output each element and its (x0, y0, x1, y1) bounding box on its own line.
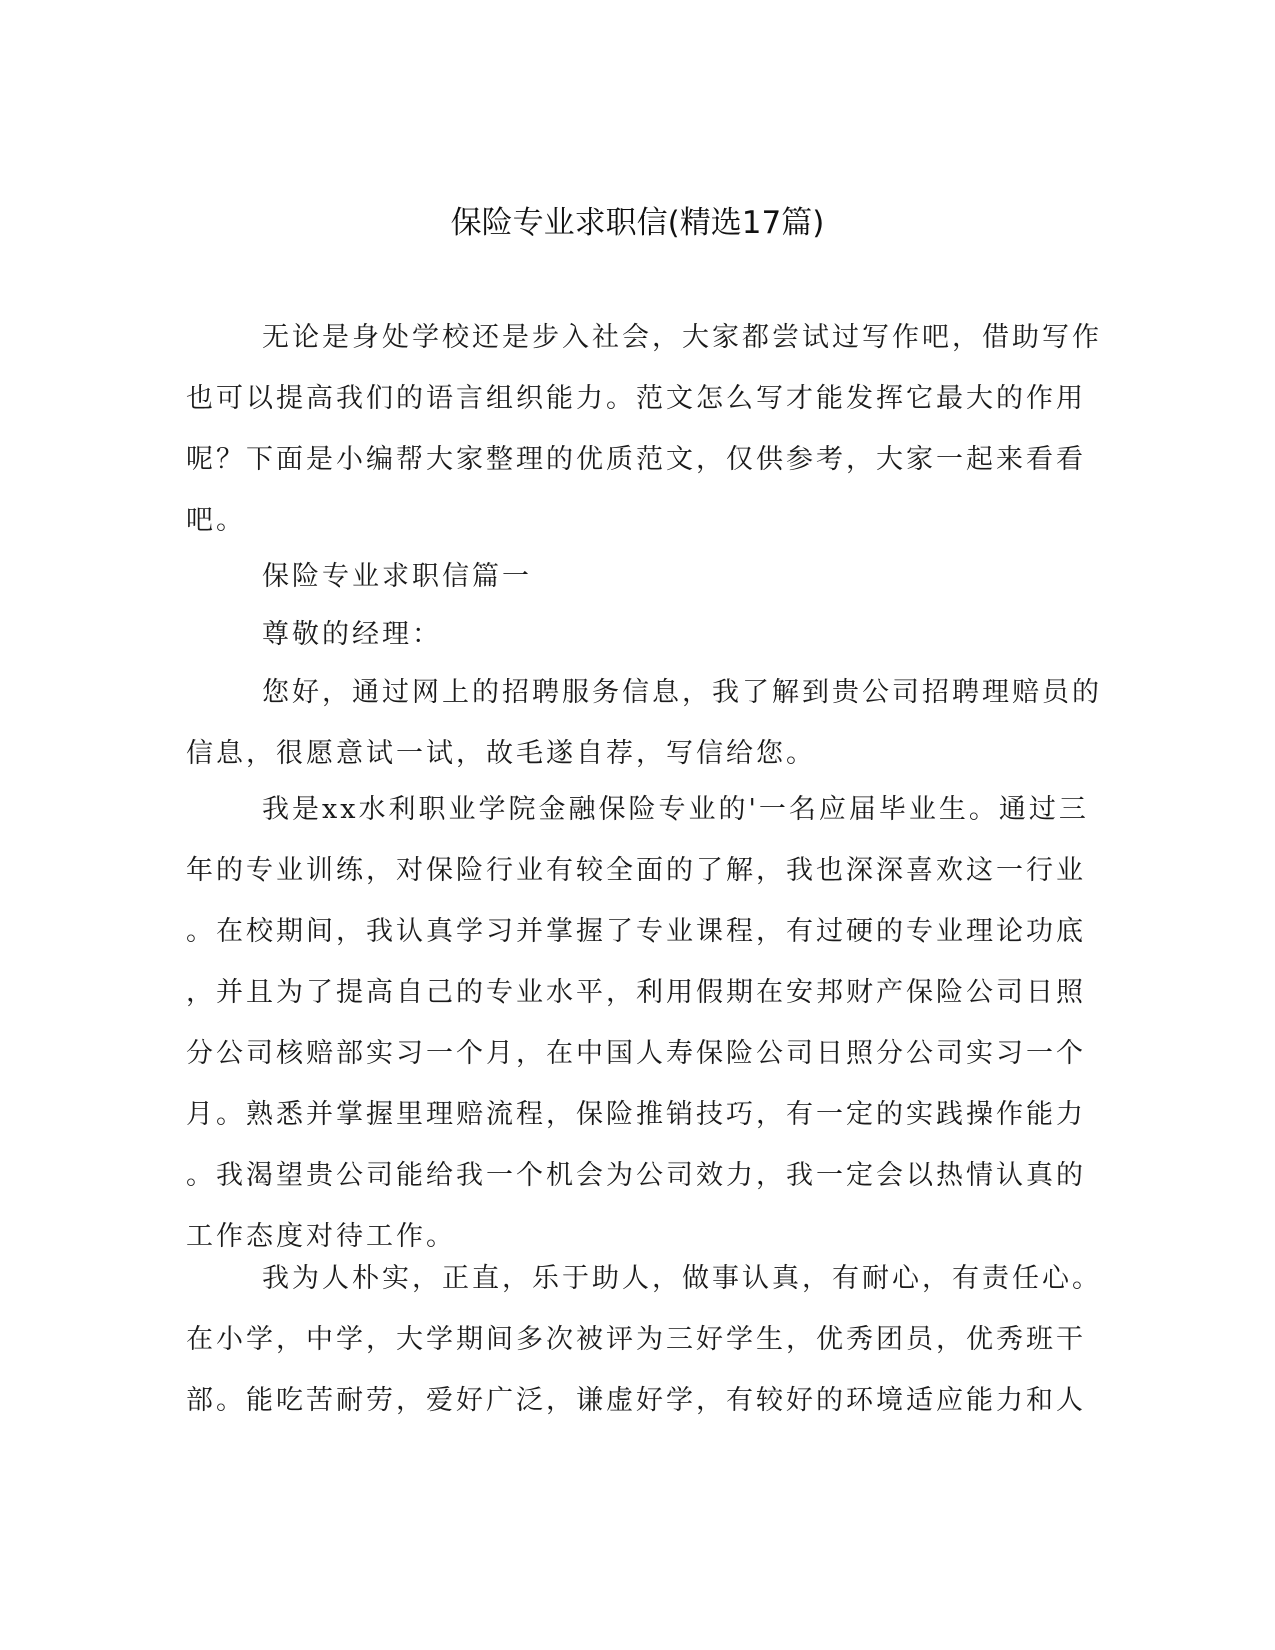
body-paragraph-3 (186, 1248, 1102, 1431)
text-line: 部。能吃苦耐劳，爱好广泛，谦虚好学，有较好的环境适应能力和人 (186, 1385, 1086, 1416)
text-line: ，并且为了提高自己的专业水平，利用假期在安邦财产保险公司日照 (186, 977, 1086, 1008)
body-paragraph-2 (186, 779, 1089, 1267)
text-line: 呢？下面是小编帮大家整理的优质范文，仅供参考，大家一起来看看 (186, 444, 1086, 475)
text-line: 信息，很愿意试一试，故毛遂自荐，写信给您。 (186, 738, 816, 769)
section-heading-text: 保险专业求职信篇一 (262, 561, 532, 592)
salutation (186, 604, 1066, 665)
text-line: 。在校期间，我认真学习并掌握了专业课程，有过硬的专业理论功底 (186, 916, 1086, 947)
text-line: 年的专业训练，对保险行业有较全面的了解，我也深深喜欢这一行业 (186, 855, 1086, 886)
text-line: 。我渴望贵公司能给我一个机会为公司效力，我一定会以热情认真的 (186, 1160, 1086, 1191)
text-line: 在小学，中学，大学期间多次被评为三好学生，优秀团员，优秀班干 (186, 1324, 1086, 1355)
text-line: 也可以提高我们的语言组织能力。范文怎么写才能发挥它最大的作用 (186, 383, 1086, 414)
text-line: 月。熟悉并掌握里理赔流程，保险推销技巧，有一定的实践操作能力 (186, 1099, 1086, 1130)
text-line: 我是xx水利职业学院金融保险专业的'一名应届毕业生。通过三 (262, 794, 1089, 825)
text-line: 工作态度对待工作。 (186, 1221, 456, 1252)
body-paragraph-1 (186, 662, 1102, 784)
section-heading (186, 546, 1066, 607)
text-line: 吧。 (186, 505, 246, 536)
intro-paragraph (186, 307, 1102, 551)
salutation-text: 尊敬的经理： (262, 619, 442, 650)
text-line: 无论是身处学校还是步入社会，大家都尝试过写作吧，借助写作 (262, 322, 1102, 353)
text-line: 您好，通过网上的招聘服务信息，我了解到贵公司招聘理赔员的 (262, 677, 1102, 708)
text-line: 我为人朴实，正直，乐于助人，做事认真，有耐心，有责任心。 (262, 1263, 1102, 1294)
document-title: 保险专业求职信(精选17篇) (450, 205, 825, 241)
text-line: 分公司核赔部实习一个月，在中国人寿保险公司日照分公司实习一个 (186, 1038, 1086, 1069)
